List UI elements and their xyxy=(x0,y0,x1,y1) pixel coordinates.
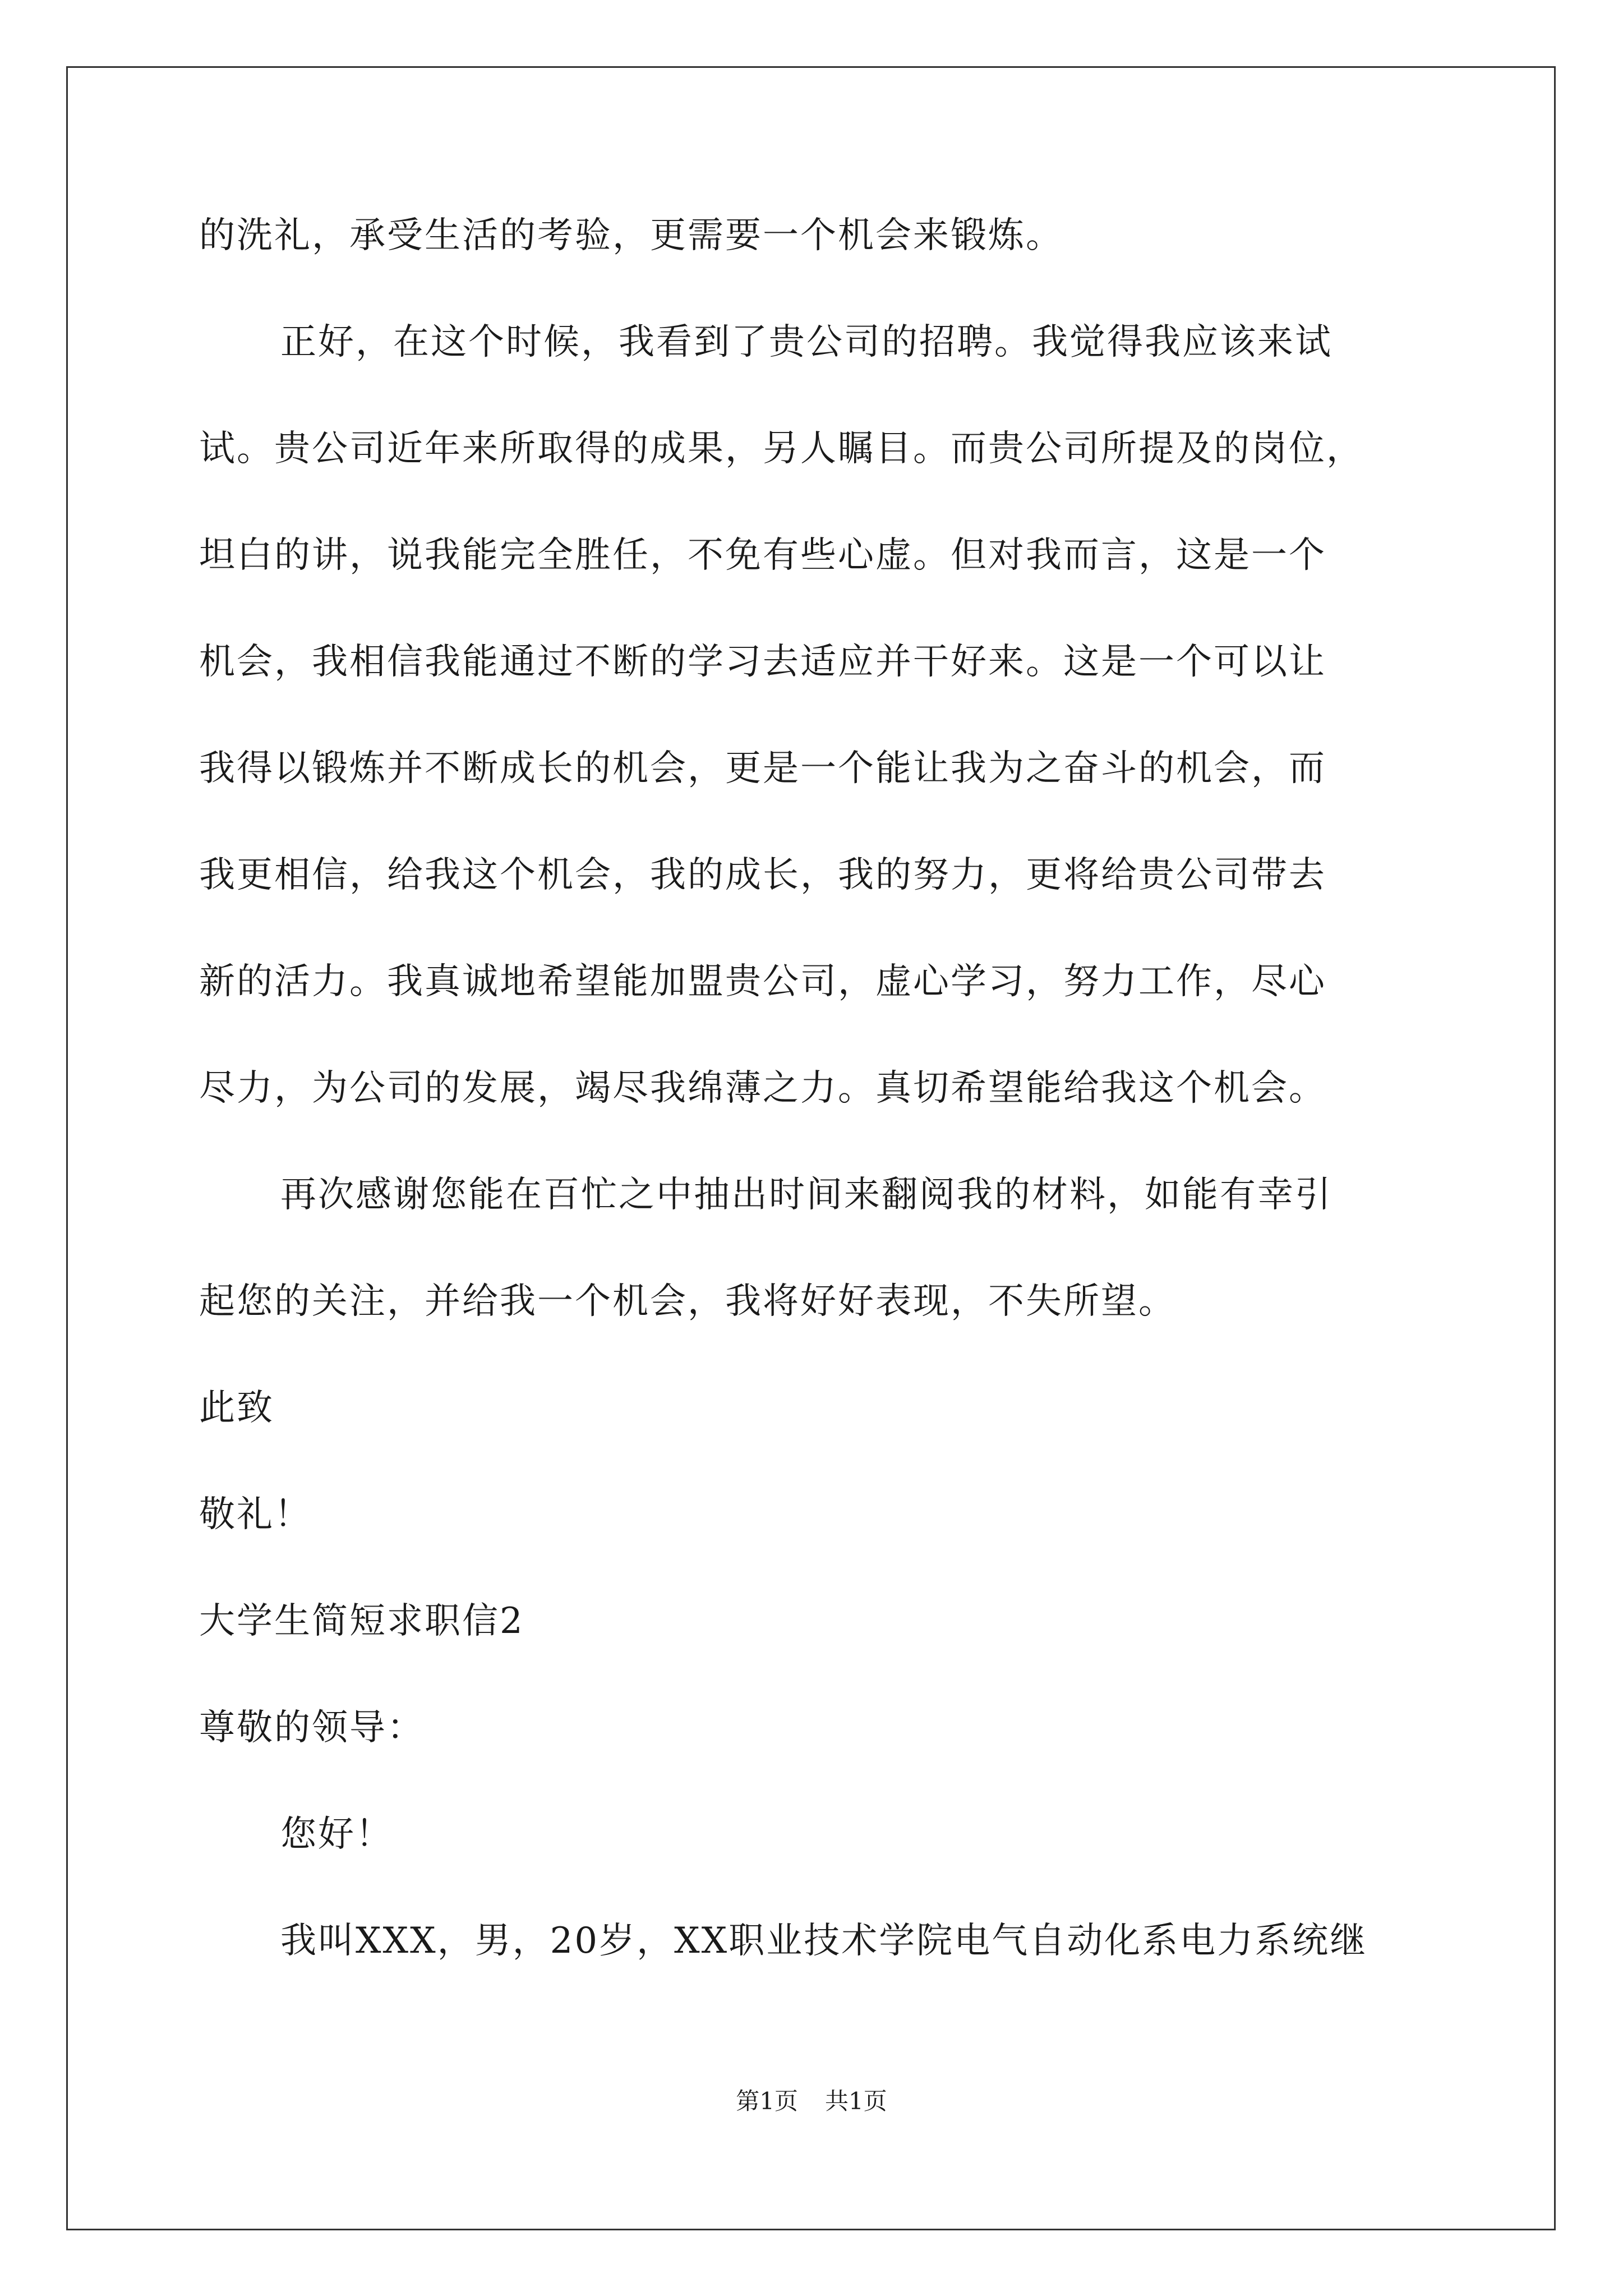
section-title: 大学生简短求职信2 xyxy=(199,1600,524,1642)
greeting-line: 您好！ xyxy=(280,1814,393,1855)
page-frame xyxy=(66,66,1556,2230)
body-line-8: 新的活力。我真诚地希望能加盟贵公司，虚心学习，努力工作，尽心 xyxy=(199,961,1326,1002)
page-footer xyxy=(0,2086,1623,2117)
closing-line: 此致 xyxy=(199,1387,274,1429)
body-line-4: 坦白的讲，说我能完全胜任，不免有些心虚。但对我而言，这是一个 xyxy=(199,535,1326,576)
greeting-recipient: 尊敬的领导： xyxy=(199,1707,425,1749)
body-line-2: 正好，在这个时候，我看到了贵公司的招聘。我觉得我应该来试 xyxy=(280,321,1332,363)
body-line-7: 我更相信，给我这个机会，我的成长，我的努力，更将给贵公司带去 xyxy=(199,854,1326,896)
body-line-3: 试。贵公司近年来所取得的成果，另人瞩目。而贵公司所提及的岗位， xyxy=(199,428,1364,470)
body-line-10: 再次感谢您能在百忙之中抽出时间来翻阅我的材料，如能有幸引 xyxy=(280,1174,1332,1216)
body-line-9: 尽力，为公司的发展，竭尽我绵薄之力。真切希望能给我这个机会。 xyxy=(199,1068,1326,1109)
body-line-11: 起您的关注，并给我一个机会，我将好好表现，不失所望。 xyxy=(199,1281,1176,1322)
salutation-line: 敬礼！ xyxy=(199,1494,312,1535)
body-line-1: 的洗礼，承受生活的考验，更需要一个机会来锻炼。 xyxy=(199,215,1063,256)
page-number: 第1页 xyxy=(736,2087,798,2115)
page-total: 共1页 xyxy=(825,2087,887,2115)
body-line-6: 我得以锻炼并不断成长的机会，更是一个能让我为之奋斗的机会，而 xyxy=(199,748,1326,789)
intro-line: 我叫XXX，男，20岁，XX职业技术学院电气自动化系电力系统继 xyxy=(280,1920,1368,1962)
body-line-5: 机会，我相信我能通过不断的学习去适应并干好来。这是一个可以让 xyxy=(199,641,1326,683)
